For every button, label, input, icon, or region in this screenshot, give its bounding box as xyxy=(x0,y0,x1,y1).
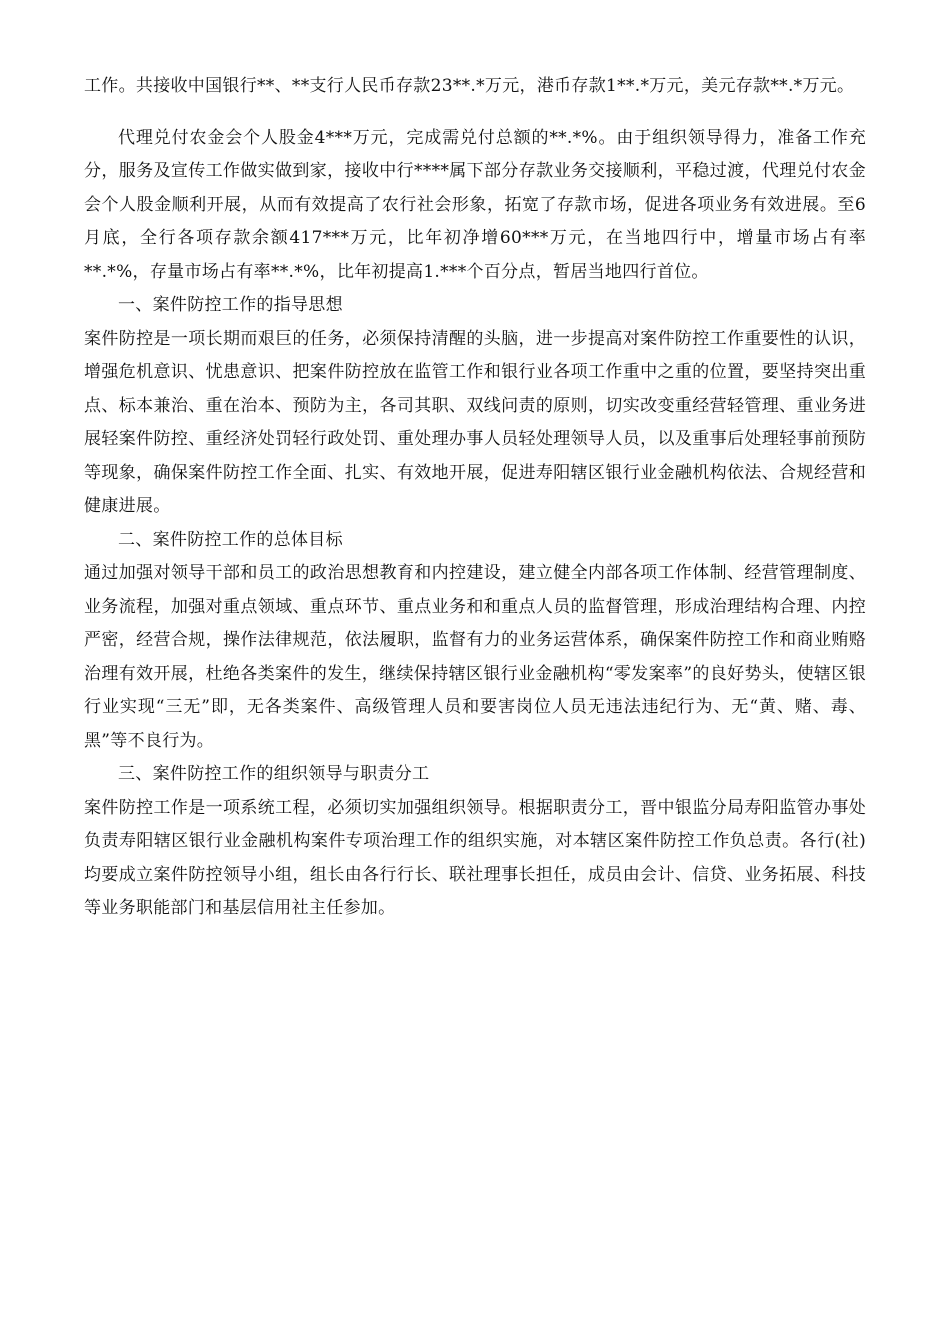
paragraph-deposit-transfer: 工作。共接收中国银行**、**支行人民币存款23**.*万元，港币存款1**.*万元，美元存款**.*万元。 xyxy=(84,76,855,96)
paragraph-guiding-thought: 案件防控是一项长期而艰巨的任务，必须保持清醒的头脑，进一步提高对案件防控工作重要性的认识，增强危机意识、忧患意识、把案件防控放在监管工作和银行业各项工作重中之重的位置，要坚持突出重点、标本兼治、重在治本、预防为主，各司其职、双线问责的原则，切实改变重经营轻管理、重业务进展轻案件防控、重经济处罚轻行政处罚、重处理办事人员轻处理领导人员，以及重事后处理轻事前预防等现象，确保案件防控工作全面、扎实、有效地开展，促进寿阳辖区银行业金融机构依法、合规经营和健康进展。 xyxy=(84,328,866,516)
section-heading-overall-goal: 二、案件防控工作的总体目标 xyxy=(118,529,343,550)
paragraph-organization: 案件防控工作是一项系统工程，必须切实加强组织领导。根据职责分工，晋中银监分局寿阳监管办事处负责寿阳辖区银行业金融机构案件专项治理工作的组织实施，对本辖区案件防控工作负总责。各行(社)均要成立案件防控领导小组，组长由各行行长、联社理事长担任，成员由会计、信贷、业务拓展、科技等业务职能部门和基层信用社主任参加。 xyxy=(84,797,866,918)
paragraph-overall-goal: 通过加强对领导干部和员工的政治思想教育和内控建设，建立健全内部各项工作体制、经营管理制度、业务流程，加强对重点领域、重点环节、重点业务和和重点人员的监督管理，形成治理结构合理、内控严密，经营合规，操作法律规范，依法履职，监督有力的业务运营体系，确保案件防控工作和商业贿赂治理有效开展，杜绝各类案件的发生，继续保持辖区银行业金融机构“零发案率”的良好势头，使辖区银行业实现“三无”即，无各类案件、高级管理人员和要害岗位人员无违法违纪行为、无“黄、赌、毒、黑”等不良行为。 xyxy=(84,563,866,751)
section-heading-organization: 三、案件防控工作的组织领导与职责分工 xyxy=(118,764,430,784)
document-page xyxy=(84,70,866,926)
section-heading-guiding-thought: 一、案件防控工作的指导思想 xyxy=(118,295,343,315)
paragraph-share-redemption: 代理兑付农金会个人股金4***万元，完成需兑付总额的**.*%。由于组织领导得力，准备工作充分，服务及宣传工作做实做到家，接收中行****属下部分存款业务交接顺利，平稳过渡，代理兑付农金会个人股金顺利开展，从而有效提高了农行社会形象，拓宽了存款市场，促进各项业务有效进展。至6月底，全行各项存款余额417***万元，比年初净增60***万元，在当地四行中，增量市场占有率**.*%，存量市场占有率**.*%，比年初提高1.***个百分点，暂居当地四行首位。 xyxy=(84,127,866,282)
